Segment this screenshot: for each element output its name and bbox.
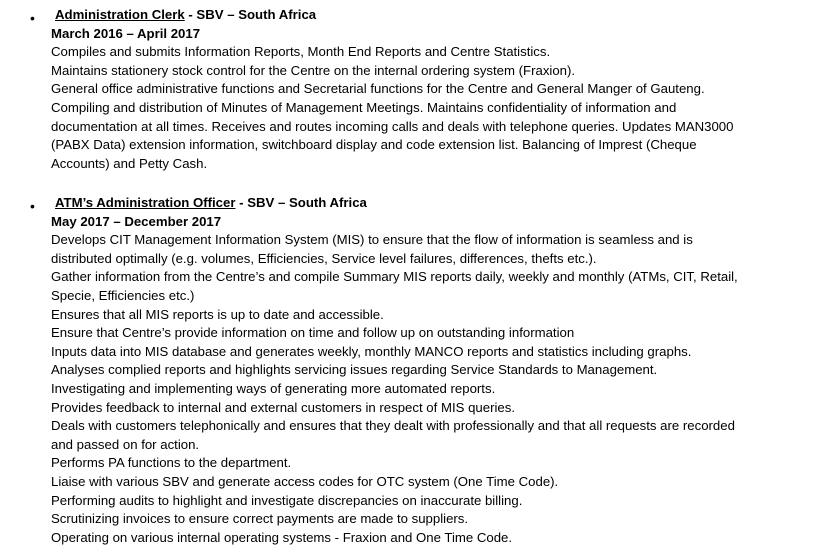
duty-line: Scrutinizing invoices to ensure correct payments are made to suppliers.	[51, 511, 469, 527]
duty-line: Develops CIT Management Information System (MIS) to ensure that the flow of information is seamless and is distributed optimally (e.g. volumes, Efficiencies, Service level failures, differences, thefts etc.).	[51, 232, 693, 266]
duty-line: Deals with customers telephonically and ensures that they dealt with professionally and that all requests are recorded and passed on for action.	[51, 418, 735, 452]
duty-line: Compiling and distribution of Minutes of Management Meetings. Maintains confidentiality of information and documentation at all times. Receives and routes incoming calls and deals with telephone queries. Updates MAN3000 (PABX Data) extension information, switchboard display and code extension list. Balancing of Imprest (Cheque Accounts) and Petty Cash.	[51, 99, 734, 171]
duty-line: General office administrative functions and Secretarial functions for the Centre and General Manger of Gauteng.	[51, 81, 705, 97]
job-body	[51, 194, 821, 547]
job-employer: - SBV – South Africa	[184, 7, 317, 22]
duty-line: Ensures that all MIS reports is up to date and accessible.	[51, 306, 384, 322]
duty-line: Liaise with various SBV and generate access codes for OTC system (One Time Code).	[51, 473, 559, 489]
duty-line: Operating on various internal operating systems - Fraxion and One Time Code.	[51, 529, 513, 545]
bullet-icon: •	[30, 198, 35, 214]
job-heading	[51, 6, 821, 25]
job-dates: March 2016 – April 2017	[51, 25, 201, 41]
duty-line: Gather information from the Centre’s and compile Summary MIS reports daily, weekly and monthly (ATMs, CIT, Retail, Specie, Efficiencies etc.)	[51, 269, 738, 303]
duty-line: Performing audits to highlight and investigate discrepancies on inaccurate billing.	[51, 492, 523, 508]
duty-line: Performs PA functions to the department.	[51, 455, 292, 471]
job-body	[51, 6, 821, 173]
duty-line: Ensure that Centre’s provide information on time and follow up on outstanding information	[51, 325, 575, 341]
duty-line: Inputs data into MIS database and generates weekly, monthly MANCO reports and statistics including graphs.	[51, 343, 692, 359]
duty-line: Provides feedback to internal and external customers in respect of MIS queries.	[51, 399, 515, 415]
duty-line: Investigating and implementing ways of generating more automated reports.	[51, 380, 496, 396]
job-dates: May 2017 – December 2017	[51, 213, 222, 229]
job-employer: - SBV – South Africa	[235, 195, 367, 210]
job-title: Administration Clerk	[55, 7, 185, 22]
duty-line: Analyses complied reports and highlights servicing issues regarding Service Standards to Management.	[51, 362, 658, 378]
duty-line: Compiles and submits Information Reports, Month End Reports and Centre Statistics.	[51, 44, 551, 60]
job-title: ATM’s Administration Officer	[55, 195, 236, 210]
job-heading	[51, 194, 821, 213]
bullet-icon: •	[30, 10, 35, 26]
duty-line: Maintains stationery stock control for the Centre on the internal ordering system (Fraxion).	[51, 62, 576, 78]
